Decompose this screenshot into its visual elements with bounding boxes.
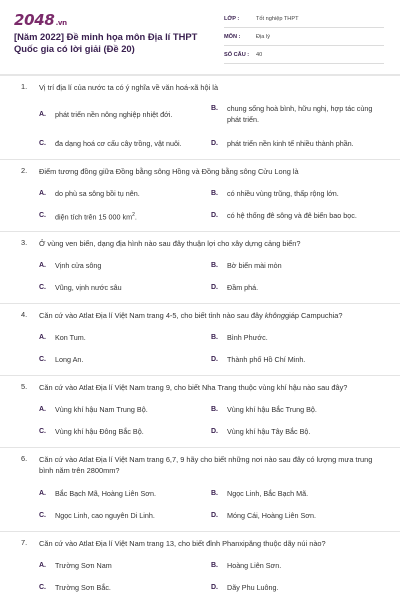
option-text: Dãy Phu Luông. — [227, 583, 279, 592]
question-item — [0, 232, 400, 304]
option-letter: B. — [211, 105, 218, 112]
answer-option[interactable] — [39, 332, 205, 343]
option-letter: B. — [211, 334, 218, 341]
question-number: 7. — [21, 538, 28, 547]
option-text: Trường Sơn Bắc. — [55, 583, 111, 592]
meta-row-subject — [224, 28, 384, 46]
option-letter: D. — [211, 356, 218, 363]
answer-option[interactable] — [211, 103, 377, 125]
answer-option[interactable] — [211, 138, 377, 149]
option-text: Thành phố Hồ Chí Minh. — [227, 355, 306, 364]
option-text: phát triển nền nông nghiệp nhiệt đới. — [55, 110, 173, 119]
option-text: đa dạng hoá cơ cấu cây trồng, vật nuôi. — [55, 139, 182, 148]
question-number: 1. — [21, 82, 28, 91]
answer-option[interactable] — [211, 426, 377, 437]
option-letter: A. — [39, 111, 46, 118]
option-text: Vùng khí hậu Nam Trung Bộ. — [55, 405, 148, 414]
answer-option[interactable] — [211, 354, 377, 365]
meta-value: Địa lý — [256, 33, 270, 40]
answer-option[interactable] — [39, 404, 205, 415]
question-list — [0, 76, 400, 604]
option-text: có hệ thống đê sông và đê biển bao bọc. — [227, 211, 357, 220]
meta-row-count — [224, 46, 384, 64]
answer-option[interactable] — [39, 138, 205, 149]
option-letter: D. — [211, 140, 218, 147]
option-text: Bờ biển mài mòn — [227, 261, 282, 270]
meta-value: 40 — [256, 51, 263, 58]
answer-option[interactable] — [39, 510, 205, 521]
option-text: Trường Sơn Nam — [55, 561, 112, 570]
question-number: 3. — [21, 238, 28, 247]
option-letter: C. — [39, 212, 46, 219]
answer-option[interactable] — [211, 188, 377, 199]
option-text: Vùng khí hậu Tây Bắc Bộ. — [227, 427, 311, 436]
option-text: Long An. — [55, 355, 84, 364]
answer-option[interactable] — [39, 426, 205, 437]
option-letter: D. — [211, 512, 218, 519]
question-text: Vị trí địa lí của nước ta có ý nghĩa về văn hoá-xã hội là — [39, 83, 219, 92]
option-text: do phù sa sông bồi tụ nên. — [55, 189, 140, 198]
option-text: chung sống hoà bình, hữu nghị, hợp tác cùng phát triển. — [227, 104, 373, 124]
question-item — [0, 532, 400, 604]
option-text: Móng Cái, Hoàng Liên Sơn. — [227, 511, 317, 520]
option-letter: C. — [39, 356, 46, 363]
option-text: Vùng khí hậu Đông Bắc Bộ. — [55, 427, 144, 436]
option-text: Bắc Bạch Mã, Hoàng Liên Sơn. — [55, 489, 157, 498]
question-text: Căn cứ vào Atlat Địa lí Việt Nam trang 9, cho biết Nha Trang thuộc vùng khí hậu nào sau đây? — [39, 383, 348, 392]
meta-row-class — [224, 10, 384, 28]
meta-key: MÔN : — [224, 33, 241, 40]
option-letter: B. — [211, 406, 218, 413]
question-item — [0, 448, 400, 532]
option-text: Hoàng Liên Sơn. — [227, 561, 282, 570]
option-letter: D. — [211, 284, 218, 291]
option-letter: C. — [39, 512, 46, 519]
option-letter: A. — [39, 334, 46, 341]
answer-option[interactable] — [39, 582, 205, 593]
option-letter: A. — [39, 406, 46, 413]
question-item — [0, 376, 400, 448]
option-letter: C. — [39, 584, 46, 591]
option-text: Kon Tum. — [55, 333, 86, 342]
site-logo[interactable]: 2048.vn — [14, 11, 67, 29]
answer-option[interactable] — [39, 560, 205, 571]
option-letter: A. — [39, 490, 46, 497]
answer-option[interactable] — [211, 582, 377, 593]
exam-meta — [224, 10, 384, 64]
option-text: Đầm phá. — [227, 283, 259, 292]
answer-option[interactable] — [211, 332, 377, 343]
option-letter: D. — [211, 212, 218, 219]
page-header — [0, 0, 400, 74]
option-letter: C. — [39, 284, 46, 291]
option-letter: A. — [39, 262, 46, 269]
question-text: Ở vùng ven biển, dạng địa hình nào sau đây thuận lợi cho xây dựng cảng biển? — [39, 239, 301, 248]
option-letter: A. — [39, 562, 46, 569]
answer-option[interactable] — [39, 488, 205, 499]
option-text: Ngọc Linh, Bắc Bạch Mã. — [227, 489, 309, 498]
option-letter: B. — [211, 490, 218, 497]
question-item — [0, 304, 400, 376]
page-title: [Năm 2022] Đề minh họa môn Địa lí THPT Quốc gia có lời giải (Đề 20) — [14, 31, 198, 54]
question-item — [0, 76, 400, 160]
option-letter: D. — [211, 428, 218, 435]
option-text: Vùng khí hậu Bắc Trung Bộ. — [227, 405, 317, 414]
option-text: phát triển nền kinh tế nhiều thành phần. — [227, 139, 354, 148]
option-letter: A. — [39, 190, 46, 197]
option-letter: B. — [211, 262, 218, 269]
meta-key: SỐ CÂU : — [224, 51, 250, 58]
option-letter: C. — [39, 140, 46, 147]
option-text: diện tích trên 15 000 $km^2$. — [55, 212, 137, 222]
option-text: Vịnh cửa sông — [55, 261, 102, 270]
question-number: 4. — [21, 310, 28, 319]
question-number: 6. — [21, 454, 28, 463]
meta-value: Tốt nghiệp THPT — [256, 15, 299, 22]
question-text: Căn cứ vào Atlat Địa lí Việt Nam trang 4-5, cho biết tỉnh nào sau đây khônggiáp Campuchia? — [39, 311, 343, 320]
option-text: có nhiều vùng trũng, thấp rộng lớn. — [227, 189, 339, 198]
meta-key: LỚP : — [224, 15, 240, 22]
option-text: Vũng, vịnh nước sâu — [55, 283, 122, 292]
question-number: 5. — [21, 382, 28, 391]
question-text: Điểm tương đồng giữa Đồng bằng sông Hồng và Đồng bằng sông Cửu Long là — [39, 167, 299, 176]
answer-option[interactable] — [211, 510, 377, 521]
answer-option[interactable] — [39, 210, 205, 222]
question-text: Căn cứ vào Atlat Địa lí Việt Nam trang 13, cho biết đỉnh Phanxipăng thuộc dãy núi nào? — [39, 539, 326, 548]
answer-option[interactable] — [39, 188, 205, 199]
answer-option[interactable] — [39, 282, 205, 293]
question-item — [0, 160, 400, 232]
answer-option[interactable] — [211, 404, 377, 415]
question-text: Căn cứ vào Atlat Địa lí Việt Nam trang 6,7, 9 hãy cho biết những nơi nào sau đây có lượng mưa trung bình năm trên 2800mm? — [39, 455, 373, 475]
answer-option[interactable] — [39, 109, 205, 120]
answer-option[interactable] — [211, 560, 377, 571]
option-text: Ngọc Linh, cao nguyên Di Linh. — [55, 511, 155, 520]
answer-option[interactable] — [211, 260, 377, 271]
option-letter: C. — [39, 428, 46, 435]
answer-option[interactable] — [211, 282, 377, 293]
answer-option[interactable] — [211, 210, 377, 221]
option-letter: B. — [211, 562, 218, 569]
question-number: 2. — [21, 166, 28, 175]
option-letter: B. — [211, 190, 218, 197]
option-letter: D. — [211, 584, 218, 591]
answer-option[interactable] — [39, 260, 205, 271]
option-text: Bình Phước. — [227, 333, 268, 342]
answer-option[interactable] — [211, 488, 377, 499]
answer-option[interactable] — [39, 354, 205, 365]
